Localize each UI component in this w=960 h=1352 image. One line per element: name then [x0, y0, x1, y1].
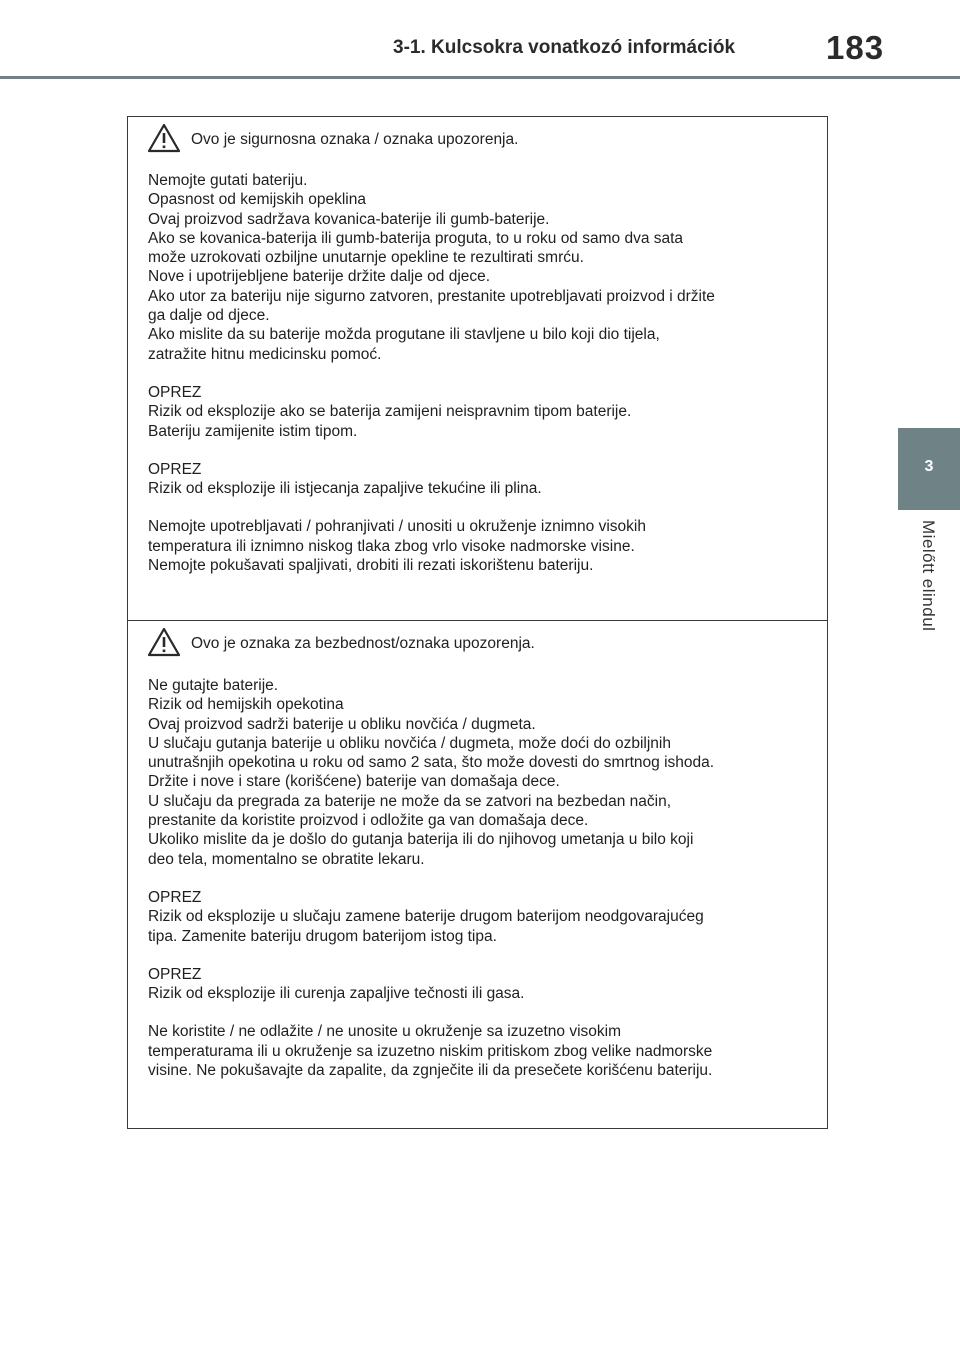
text-line: ga dalje od djece. [148, 307, 270, 325]
text-line: Rizik od eksplozije u slučaju zamene baterije drugom baterijom neodgovarajućeg [148, 908, 704, 926]
warning-label-panel-croatian [127, 116, 828, 621]
warning-body [148, 676, 817, 1099]
text-line: U slučaju da pregrada za baterije ne može da se zatvori na bezbedan način, [148, 792, 672, 810]
text-line: Ako se kovanica-baterija ili gumb-baterija proguta, to u roku od samo dva sata [148, 229, 684, 247]
warning-body [148, 171, 817, 594]
page-header [0, 0, 960, 80]
caution-heading: OPREZ [148, 460, 202, 478]
warning-triangle-icon [147, 627, 181, 657]
text-line: visine. Ne pokušavajte da zapalite, da zgnječite ili da presečete korišćenu bateriju. [148, 1062, 713, 1080]
text-line: Ako utor za bateriju nije sigurno zatvoren, prestanite upotrebljavati proizvod i držite [148, 287, 715, 305]
caution-block [148, 383, 817, 441]
chapter-number: 3 [924, 458, 934, 475]
text-line: Ukoliko mislite da je došlo do gutanja baterija ili do njihovog umetanja u bilo koji [148, 831, 694, 849]
caution-heading: OPREZ [148, 888, 202, 906]
text-line: Ovaj proizvod sadrži baterije u obliku novčića / dugmeta. [148, 715, 536, 733]
text-line: može uzrokovati ozbiljne unutarnje opekline te rezultirati smrću. [148, 249, 584, 267]
text-line: Rizik od eksplozije ili istjecanja zapaljive tekućine ili plina. [148, 480, 542, 498]
text-line: temperaturama ili u okruženje sa izuzetno niskim pritiskom zbog velike nadmorske [148, 1042, 713, 1060]
text-block [148, 676, 817, 869]
warning-heading: Ovo je oznaka za bezbednost/oznaka upozorenja. [191, 635, 535, 652]
text-line: zatražite hitnu medicinsku pomoć. [148, 345, 382, 363]
caution-heading: OPREZ [148, 965, 202, 983]
caution-heading: OPREZ [148, 383, 202, 401]
warning-label-panel-serbian [127, 620, 828, 1129]
text-block [148, 1022, 817, 1080]
text-block [148, 517, 817, 575]
text-line: tipa. Zamenite bateriju drugom baterijom istog tipa. [148, 927, 497, 945]
text-line: Ne koristite / ne odlažite / ne unosite u okruženje sa izuzetno visokim [148, 1023, 621, 1041]
text-line: Bateriju zamijenite istim tipom. [148, 422, 358, 440]
page-number: 183 [826, 29, 885, 66]
text-block [148, 171, 817, 364]
caution-block [148, 965, 817, 1004]
caution-block [148, 460, 817, 499]
text-line: Nove i upotrijebljene baterije držite dalje od djece. [148, 268, 491, 286]
text-line: Nemojte upotrebljavati / pohranjivati / unositi u okruženje iznimno visokih [148, 518, 646, 536]
text-line: Ako mislite da su baterije možda progutane ili stavljene u bilo koji dio tijela, [148, 326, 660, 344]
warning-triangle-icon [147, 123, 181, 153]
text-line: Nemojte pokušavati spaljivati, drobiti ili rezati iskorištenu bateriju. [148, 557, 594, 575]
text-line: U slučaju gutanja baterije u obliku novčića / dugmeta, može doći do ozbiljnih [148, 734, 671, 752]
text-line: unutrašnjih opekotina u roku od samo 2 sata, što može dovesti do smrtnog ishoda. [148, 754, 715, 772]
text-line: prestanite da koristite proizvod i odložite ga van domašaja dece. [148, 812, 589, 830]
text-line: Ne gutajte baterije. [148, 677, 279, 694]
text-line: Rizik od eksplozije ili curenja zapaljive tečnosti ili gasa. [148, 985, 525, 1003]
text-line: Držite i nove i stare (korišćene) baterije van domašaja dece. [148, 773, 560, 791]
header-divider [0, 76, 960, 79]
section-title: 3-1. Kulcsokra vonatkozó információk [393, 37, 736, 58]
warning-heading: Ovo je sigurnosna oznaka / oznaka upozorenja. [191, 131, 519, 148]
chapter-label: Mielőtt elindul [919, 520, 938, 632]
chapter-tab[interactable] [898, 428, 960, 510]
text-line: Rizik od hemijskih opekotina [148, 696, 344, 714]
text-line: Ovaj proizvod sadržava kovanica-baterije ili gumb-baterije. [148, 210, 550, 228]
text-line: Nemojte gutati bateriju. [148, 172, 308, 189]
caution-block [148, 888, 817, 946]
text-line: Rizik od eksplozije ako se baterija zamijeni neispravnim tipom baterije. [148, 403, 632, 421]
text-line: temperatura ili iznimno niskog tlaka zbog vrlo visoke nadmorske visine. [148, 537, 635, 555]
text-line: Opasnost od kemijskih opeklina [148, 191, 366, 209]
text-line: deo tela, momentalno se obratite lekaru. [148, 850, 425, 868]
